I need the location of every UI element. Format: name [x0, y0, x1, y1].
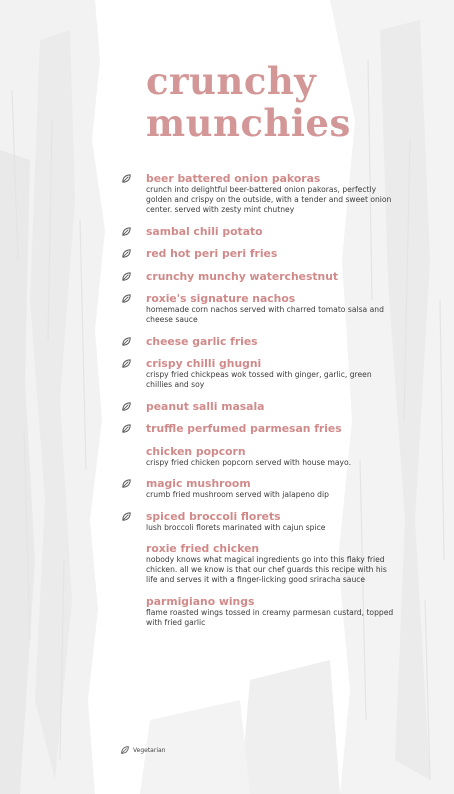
menu-item	[0, 422, 454, 435]
menu-item	[0, 357, 454, 390]
menu-item	[0, 247, 454, 260]
leaf-icon	[121, 478, 132, 489]
menu-item	[0, 542, 454, 585]
menu-item	[0, 400, 454, 413]
leaf-icon	[121, 226, 132, 237]
leaf-icon	[121, 248, 132, 259]
leaf-icon	[121, 336, 132, 347]
menu-item	[0, 595, 454, 628]
menu-item-name: roxie's signature nachos	[146, 292, 296, 305]
menu-item-description: flame roasted wings tossed in creamy parmesan custard, topped with fried garlic	[146, 607, 394, 627]
menu-item	[0, 477, 454, 500]
menu-item-name: crunchy munchy waterchestnut	[146, 269, 339, 283]
legend-label: Vegetarian	[133, 746, 166, 754]
menu-title-line1: crunchy	[146, 59, 317, 103]
menu-item-name: beer battered onion pakoras	[146, 172, 321, 185]
leaf-icon	[121, 358, 132, 369]
menu-item-name: chicken popcorn	[146, 444, 246, 458]
menu-item-name: peanut salli masala	[146, 399, 265, 413]
menu-item-name: roxie fried chicken	[146, 542, 260, 555]
menu-item-description: crispy fried chickpeas wok tossed with ginger, garlic, green chillies and soy	[146, 370, 372, 389]
leaf-icon	[120, 745, 130, 755]
menu-item-name: parmigiano wings	[146, 594, 255, 608]
leaf-icon	[121, 423, 132, 434]
leaf-icon	[121, 271, 132, 282]
menu-item-description: homemade corn nachos served with charred tomato salsa and cheese sauce	[146, 305, 384, 324]
menu-item-description: crispy fried chicken popcorn served with house mayo.	[146, 457, 351, 467]
menu-item	[0, 335, 454, 348]
menu-title-line2: munchies	[146, 101, 351, 145]
menu-item-name: red hot peri peri fries	[146, 247, 278, 260]
menu-item	[0, 292, 454, 325]
menu-item-name: sambal chili potato	[146, 224, 263, 238]
menu-item-description: nobody knows what magical ingredients go into this flaky fried chicken. all we know is that our chef guards this recipe with his life and serves it with a finger-licking good sriracha sauce	[146, 555, 387, 584]
menu-item	[0, 225, 454, 238]
menu-item-name: crispy chilli ghugni	[146, 357, 262, 370]
menu-item	[0, 510, 454, 533]
menu-item-description: lush broccoli florets marinated with cajun spice	[146, 522, 326, 532]
menu-item	[0, 270, 454, 283]
menu-item-list	[0, 172, 454, 637]
menu-item-name: cheese garlic fries	[146, 334, 258, 348]
menu-title	[146, 60, 351, 144]
menu-item	[0, 172, 454, 215]
menu-item-description: crumb fried mushroom served with jalapeno dip	[146, 490, 329, 499]
menu-item-name: magic mushroom	[146, 477, 251, 490]
menu-item-description: crunch into delightful beer-battered onion pakoras, perfectly golden and crispy on the outside, with a tender and sweet onion center. served with zesty mint chutney	[146, 185, 392, 214]
leaf-icon	[121, 173, 132, 184]
menu-item-name: spiced broccoli florets	[146, 509, 281, 523]
leaf-icon	[121, 401, 132, 412]
leaf-icon	[121, 293, 132, 304]
menu-item	[0, 445, 454, 468]
menu-item-name: truffle perfumed parmesan fries	[146, 422, 342, 435]
leaf-icon	[121, 511, 132, 522]
vegetarian-legend	[120, 745, 165, 755]
